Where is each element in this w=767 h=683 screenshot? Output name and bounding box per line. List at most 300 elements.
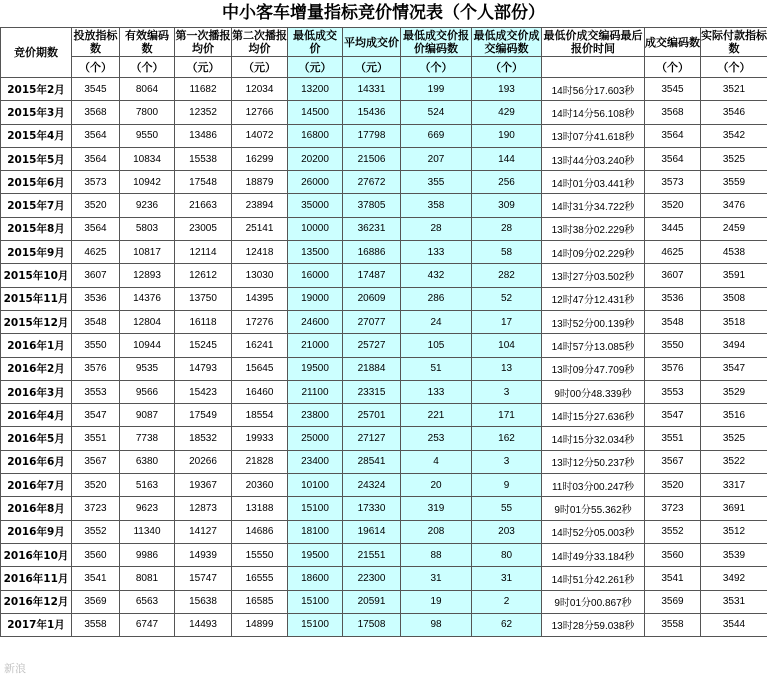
cell-period: 2017年1月 — [1, 613, 72, 636]
unit-lowest-price-deal-codes: （个） — [472, 57, 542, 78]
cell-quota-count: 3536 — [72, 287, 120, 310]
cell-quota-count: 3550 — [72, 334, 120, 357]
cell-deal-codes: 3607 — [645, 264, 701, 287]
cell-average-price: 15436 — [343, 101, 401, 124]
cell-second-broadcast-avg: 15645 — [232, 357, 288, 380]
cell-valid-codes: 5163 — [120, 474, 175, 497]
header-valid-codes: 有效编码数 — [120, 28, 175, 57]
cell-quota-count: 3564 — [72, 124, 120, 147]
cell-lowest-price-deal-codes: 171 — [472, 404, 542, 427]
cell-deal-codes: 3550 — [645, 334, 701, 357]
header-first-broadcast-avg: 第一次播报均价 — [175, 29, 231, 55]
cell-quota-count: 3541 — [72, 567, 120, 590]
cell-lowest-price-bid-codes: 28 — [401, 217, 472, 240]
cell-period: 2016年9月 — [1, 520, 72, 543]
cell-paid-quota-count: 3476 — [701, 194, 767, 217]
table-row — [1, 357, 767, 380]
cell-lowest-price-bid-codes: 524 — [401, 101, 472, 124]
header-average-price: 平均成交价 — [343, 28, 401, 57]
cell-valid-codes: 6380 — [120, 450, 175, 473]
cell-valid-codes: 9623 — [120, 497, 175, 520]
cell-paid-quota-count: 3531 — [701, 590, 767, 613]
cell-period: 2015年12月 — [1, 310, 72, 333]
cell-second-broadcast-avg: 13188 — [232, 497, 288, 520]
cell-lowest-price-deal-codes: 55 — [472, 497, 542, 520]
table-row — [1, 310, 767, 333]
cell-quota-count: 3553 — [72, 380, 120, 403]
cell-period: 2016年4月 — [1, 404, 72, 427]
cell-lowest-price-bid-codes: 133 — [401, 380, 472, 403]
cell-last-bid-time: 14时15分32.034秒 — [542, 427, 645, 450]
cell-average-price: 14331 — [343, 78, 401, 101]
cell-lowest-price-bid-codes: 51 — [401, 357, 472, 380]
header-quota-count: 投放指标数 — [73, 29, 118, 55]
cell-first-broadcast-avg: 13486 — [175, 124, 232, 147]
cell-period: 2016年1月 — [1, 334, 72, 357]
cell-valid-codes: 10834 — [120, 147, 175, 170]
cell-last-bid-time: 13时12分50.237秒 — [542, 450, 645, 473]
table-row — [1, 334, 767, 357]
cell-lowest-price-deal-codes: 52 — [472, 287, 542, 310]
cell-average-price: 21551 — [343, 543, 401, 566]
cell-first-broadcast-avg: 15638 — [175, 590, 232, 613]
cell-quota-count: 3552 — [72, 520, 120, 543]
cell-lowest-price-deal-codes: 3 — [472, 380, 542, 403]
cell-deal-codes: 3536 — [645, 287, 701, 310]
cell-lowest-price-deal-codes: 13 — [472, 357, 542, 380]
cell-paid-quota-count: 3512 — [701, 520, 767, 543]
cell-paid-quota-count: 3521 — [701, 78, 767, 101]
cell-last-bid-time: 14时51分42.261秒 — [542, 567, 645, 590]
cell-average-price: 37805 — [343, 194, 401, 217]
cell-lowest-price: 25000 — [288, 427, 343, 450]
unit-deal-codes: （个） — [645, 57, 701, 78]
cell-paid-quota-count: 3539 — [701, 543, 767, 566]
cell-deal-codes: 3541 — [645, 567, 701, 590]
cell-average-price: 20609 — [343, 287, 401, 310]
header-row-units — [1, 57, 767, 78]
header-second-broadcast-avg: 第二次播报均价 — [232, 29, 287, 55]
cell-average-price: 21884 — [343, 357, 401, 380]
cell-quota-count: 3548 — [72, 310, 120, 333]
cell-lowest-price: 35000 — [288, 194, 343, 217]
cell-lowest-price-deal-codes: 144 — [472, 147, 542, 170]
cell-period: 2016年6月 — [1, 450, 72, 473]
cell-paid-quota-count: 3525 — [701, 147, 767, 170]
header-paid-quota-count: 实际付款指标数 — [701, 29, 767, 55]
table-row — [1, 404, 767, 427]
cell-quota-count: 3551 — [72, 427, 120, 450]
cell-quota-count: 3520 — [72, 194, 120, 217]
cell-paid-quota-count: 3591 — [701, 264, 767, 287]
cell-period: 2015年7月 — [1, 194, 72, 217]
cell-period: 2015年8月 — [1, 217, 72, 240]
cell-lowest-price-bid-codes: 669 — [401, 124, 472, 147]
cell-average-price: 27127 — [343, 427, 401, 450]
cell-quota-count: 3558 — [72, 613, 120, 636]
cell-last-bid-time: 14时15分27.636秒 — [542, 404, 645, 427]
cell-deal-codes: 3573 — [645, 171, 701, 194]
cell-lowest-price-bid-codes: 358 — [401, 194, 472, 217]
cell-quota-count: 4625 — [72, 241, 120, 264]
table-row — [1, 474, 767, 497]
cell-lowest-price-bid-codes: 105 — [401, 334, 472, 357]
cell-average-price: 17508 — [343, 613, 401, 636]
cell-lowest-price-bid-codes: 133 — [401, 241, 472, 264]
cell-valid-codes: 12893 — [120, 264, 175, 287]
cell-quota-count: 3545 — [72, 78, 120, 101]
cell-valid-codes: 9236 — [120, 194, 175, 217]
cell-average-price: 17487 — [343, 264, 401, 287]
cell-first-broadcast-avg: 14793 — [175, 357, 232, 380]
cell-second-broadcast-avg: 18554 — [232, 404, 288, 427]
unit-lowest-price-bid-codes: （个） — [401, 57, 472, 78]
cell-valid-codes: 11340 — [120, 520, 175, 543]
cell-lowest-price-bid-codes: 253 — [401, 427, 472, 450]
cell-quota-count: 3607 — [72, 264, 120, 287]
cell-last-bid-time: 14时49分33.184秒 — [542, 543, 645, 566]
cell-deal-codes: 3568 — [645, 101, 701, 124]
unit-last-bid-time — [542, 57, 645, 78]
cell-second-broadcast-avg: 15550 — [232, 543, 288, 566]
cell-period: 2016年8月 — [1, 497, 72, 520]
cell-lowest-price-bid-codes: 221 — [401, 404, 472, 427]
cell-lowest-price: 16000 — [288, 264, 343, 287]
cell-lowest-price: 24600 — [288, 310, 343, 333]
cell-period: 2015年2月 — [1, 78, 72, 101]
cell-first-broadcast-avg: 17549 — [175, 404, 232, 427]
cell-last-bid-time: 9时01分00.867秒 — [542, 590, 645, 613]
unit-paid-quota-count: （个） — [701, 57, 767, 78]
cell-quota-count: 3560 — [72, 543, 120, 566]
cell-valid-codes: 14376 — [120, 287, 175, 310]
cell-second-broadcast-avg: 17276 — [232, 310, 288, 333]
cell-paid-quota-count: 3544 — [701, 613, 767, 636]
cell-lowest-price-bid-codes: 319 — [401, 497, 472, 520]
cell-average-price: 22300 — [343, 567, 401, 590]
cell-deal-codes: 3520 — [645, 194, 701, 217]
cell-last-bid-time: 9时00分48.339秒 — [542, 380, 645, 403]
cell-last-bid-time: 14时01分03.441秒 — [542, 171, 645, 194]
cell-first-broadcast-avg: 11682 — [175, 78, 232, 101]
cell-lowest-price-bid-codes: 98 — [401, 613, 472, 636]
cell-first-broadcast-avg: 16118 — [175, 310, 232, 333]
cell-average-price: 19614 — [343, 520, 401, 543]
table-row — [1, 241, 767, 264]
cell-valid-codes: 8081 — [120, 567, 175, 590]
cell-average-price: 17798 — [343, 124, 401, 147]
cell-valid-codes: 9986 — [120, 543, 175, 566]
cell-lowest-price-deal-codes: 104 — [472, 334, 542, 357]
cell-last-bid-time: 14时14分56.108秒 — [542, 101, 645, 124]
cell-first-broadcast-avg: 12873 — [175, 497, 232, 520]
cell-average-price: 25727 — [343, 334, 401, 357]
cell-first-broadcast-avg: 15423 — [175, 380, 232, 403]
cell-deal-codes: 3547 — [645, 404, 701, 427]
cell-period: 2016年12月 — [1, 590, 72, 613]
cell-lowest-price-bid-codes: 88 — [401, 543, 472, 566]
cell-lowest-price: 26000 — [288, 171, 343, 194]
cell-average-price: 20591 — [343, 590, 401, 613]
cell-lowest-price-bid-codes: 208 — [401, 520, 472, 543]
unit-second-broadcast-avg: （元） — [232, 57, 288, 78]
cell-last-bid-time: 14时56分17.603秒 — [542, 78, 645, 101]
cell-paid-quota-count: 3547 — [701, 357, 767, 380]
watermark-text: 新浪 — [4, 662, 26, 675]
cell-first-broadcast-avg: 20266 — [175, 450, 232, 473]
cell-last-bid-time: 9时01分55.362秒 — [542, 497, 645, 520]
cell-lowest-price-bid-codes: 199 — [401, 78, 472, 101]
table-row — [1, 194, 767, 217]
cell-second-broadcast-avg: 16460 — [232, 380, 288, 403]
cell-average-price: 21506 — [343, 147, 401, 170]
header-deal-codes: 成交编码数 — [645, 28, 701, 57]
cell-first-broadcast-avg: 13750 — [175, 287, 232, 310]
cell-first-broadcast-avg: 12114 — [175, 241, 232, 264]
table-row — [1, 520, 767, 543]
cell-first-broadcast-avg: 21663 — [175, 194, 232, 217]
cell-paid-quota-count: 3522 — [701, 450, 767, 473]
cell-last-bid-time: 14时57分13.085秒 — [542, 334, 645, 357]
cell-quota-count: 3564 — [72, 147, 120, 170]
cell-lowest-price-deal-codes: 2 — [472, 590, 542, 613]
cell-valid-codes: 6747 — [120, 613, 175, 636]
cell-deal-codes: 3560 — [645, 543, 701, 566]
cell-lowest-price-deal-codes: 9 — [472, 474, 542, 497]
cell-second-broadcast-avg: 14072 — [232, 124, 288, 147]
cell-period: 2015年11月 — [1, 287, 72, 310]
cell-second-broadcast-avg: 12766 — [232, 101, 288, 124]
cell-deal-codes: 3545 — [645, 78, 701, 101]
cell-paid-quota-count: 3542 — [701, 124, 767, 147]
cell-lowest-price-deal-codes: 256 — [472, 171, 542, 194]
table-row — [1, 543, 767, 566]
cell-paid-quota-count: 3529 — [701, 380, 767, 403]
cell-paid-quota-count: 3508 — [701, 287, 767, 310]
cell-period: 2016年5月 — [1, 427, 72, 450]
header-lowest-price-bid-codes: 最低成交价报价编码数 — [401, 28, 472, 57]
cell-first-broadcast-avg: 12612 — [175, 264, 232, 287]
cell-paid-quota-count: 3525 — [701, 427, 767, 450]
cell-second-broadcast-avg: 25141 — [232, 217, 288, 240]
cell-lowest-price-bid-codes: 207 — [401, 147, 472, 170]
cell-lowest-price: 13500 — [288, 241, 343, 264]
cell-first-broadcast-avg: 17548 — [175, 171, 232, 194]
cell-period: 2015年4月 — [1, 124, 72, 147]
cell-lowest-price: 23400 — [288, 450, 343, 473]
table-row — [1, 567, 767, 590]
cell-lowest-price: 16800 — [288, 124, 343, 147]
table-row — [1, 497, 767, 520]
cell-deal-codes: 3567 — [645, 450, 701, 473]
cell-valid-codes: 10942 — [120, 171, 175, 194]
cell-first-broadcast-avg: 15245 — [175, 334, 232, 357]
cell-lowest-price-deal-codes: 62 — [472, 613, 542, 636]
cell-last-bid-time: 12时47分12.431秒 — [542, 287, 645, 310]
cell-second-broadcast-avg: 16241 — [232, 334, 288, 357]
cell-second-broadcast-avg: 20360 — [232, 474, 288, 497]
cell-lowest-price-deal-codes: 31 — [472, 567, 542, 590]
cell-lowest-price: 10000 — [288, 217, 343, 240]
cell-deal-codes: 3564 — [645, 124, 701, 147]
cell-quota-count: 3547 — [72, 404, 120, 427]
cell-quota-count: 3567 — [72, 450, 120, 473]
cell-lowest-price: 21100 — [288, 380, 343, 403]
cell-quota-count: 3564 — [72, 217, 120, 240]
table-body — [1, 78, 767, 637]
cell-deal-codes: 3548 — [645, 310, 701, 333]
cell-second-broadcast-avg: 23894 — [232, 194, 288, 217]
header-lowest-price: 最低成交价 — [288, 28, 343, 57]
cell-second-broadcast-avg: 14899 — [232, 613, 288, 636]
cell-average-price: 25701 — [343, 404, 401, 427]
cell-first-broadcast-avg: 23005 — [175, 217, 232, 240]
cell-second-broadcast-avg: 21828 — [232, 450, 288, 473]
cell-quota-count: 3573 — [72, 171, 120, 194]
cell-second-broadcast-avg: 12418 — [232, 241, 288, 264]
cell-paid-quota-count: 4538 — [701, 241, 767, 264]
cell-valid-codes: 10944 — [120, 334, 175, 357]
cell-lowest-price: 18100 — [288, 520, 343, 543]
cell-lowest-price: 14500 — [288, 101, 343, 124]
cell-valid-codes: 7738 — [120, 427, 175, 450]
cell-last-bid-time: 13时28分59.038秒 — [542, 613, 645, 636]
cell-deal-codes: 4625 — [645, 241, 701, 264]
cell-valid-codes: 6563 — [120, 590, 175, 613]
cell-last-bid-time: 13时27分03.502秒 — [542, 264, 645, 287]
table-row — [1, 101, 767, 124]
cell-last-bid-time: 13时07分41.618秒 — [542, 124, 645, 147]
cell-valid-codes: 7800 — [120, 101, 175, 124]
cell-valid-codes: 9087 — [120, 404, 175, 427]
cell-second-broadcast-avg: 16585 — [232, 590, 288, 613]
cell-lowest-price: 20200 — [288, 147, 343, 170]
cell-paid-quota-count: 3492 — [701, 567, 767, 590]
cell-lowest-price-deal-codes: 282 — [472, 264, 542, 287]
cell-average-price: 36231 — [343, 217, 401, 240]
cell-quota-count: 3520 — [72, 474, 120, 497]
table-row — [1, 450, 767, 473]
cell-paid-quota-count: 3494 — [701, 334, 767, 357]
cell-quota-count: 3576 — [72, 357, 120, 380]
cell-lowest-price-bid-codes: 24 — [401, 310, 472, 333]
table-title: 中小客车增量指标竞价情况表（个人部份） — [222, 3, 545, 23]
cell-lowest-price-bid-codes: 355 — [401, 171, 472, 194]
cell-lowest-price-deal-codes: 193 — [472, 78, 542, 101]
table-row — [1, 171, 767, 194]
cell-lowest-price: 21000 — [288, 334, 343, 357]
cell-period: 2015年6月 — [1, 171, 72, 194]
cell-second-broadcast-avg: 16299 — [232, 147, 288, 170]
cell-valid-codes: 9535 — [120, 357, 175, 380]
cell-period: 2016年11月 — [1, 567, 72, 590]
bidding-table — [0, 27, 767, 637]
cell-period: 2015年5月 — [1, 147, 72, 170]
cell-lowest-price-bid-codes: 19 — [401, 590, 472, 613]
cell-average-price: 24324 — [343, 474, 401, 497]
table-row — [1, 264, 767, 287]
cell-quota-count: 3569 — [72, 590, 120, 613]
cell-last-bid-time: 14时31分34.722秒 — [542, 194, 645, 217]
cell-first-broadcast-avg: 14127 — [175, 520, 232, 543]
cell-lowest-price-deal-codes: 309 — [472, 194, 542, 217]
table-row — [1, 590, 767, 613]
table-row — [1, 78, 767, 101]
cell-average-price: 28541 — [343, 450, 401, 473]
cell-period: 2016年10月 — [1, 543, 72, 566]
cell-first-broadcast-avg: 18532 — [175, 427, 232, 450]
cell-period: 2016年3月 — [1, 380, 72, 403]
cell-last-bid-time: 14时09分02.229秒 — [542, 241, 645, 264]
cell-last-bid-time: 13时09分47.709秒 — [542, 357, 645, 380]
cell-deal-codes: 3552 — [645, 520, 701, 543]
cell-lowest-price-deal-codes: 162 — [472, 427, 542, 450]
cell-last-bid-time: 13时44分03.240秒 — [542, 147, 645, 170]
cell-last-bid-time: 14时52分05.003秒 — [542, 520, 645, 543]
unit-lowest-price: （元） — [288, 57, 343, 78]
cell-lowest-price-deal-codes: 58 — [472, 241, 542, 264]
cell-period: 2016年2月 — [1, 357, 72, 380]
cell-lowest-price-bid-codes: 432 — [401, 264, 472, 287]
cell-last-bid-time: 11时03分00.247秒 — [542, 474, 645, 497]
cell-deal-codes: 3553 — [645, 380, 701, 403]
table-row — [1, 613, 767, 636]
cell-lowest-price-bid-codes: 4 — [401, 450, 472, 473]
cell-deal-codes: 3569 — [645, 590, 701, 613]
cell-valid-codes: 5803 — [120, 217, 175, 240]
cell-average-price: 23315 — [343, 380, 401, 403]
cell-second-broadcast-avg: 19933 — [232, 427, 288, 450]
cell-paid-quota-count: 2459 — [701, 217, 767, 240]
cell-lowest-price: 19500 — [288, 543, 343, 566]
cell-deal-codes: 3558 — [645, 613, 701, 636]
cell-lowest-price-deal-codes: 28 — [472, 217, 542, 240]
cell-second-broadcast-avg: 14395 — [232, 287, 288, 310]
table-row — [1, 147, 767, 170]
unit-average-price: （元） — [343, 57, 401, 78]
cell-second-broadcast-avg: 16555 — [232, 567, 288, 590]
cell-deal-codes: 3723 — [645, 497, 701, 520]
cell-second-broadcast-avg: 12034 — [232, 78, 288, 101]
cell-lowest-price-deal-codes: 3 — [472, 450, 542, 473]
cell-lowest-price: 15100 — [288, 497, 343, 520]
cell-first-broadcast-avg: 14493 — [175, 613, 232, 636]
cell-quota-count: 3723 — [72, 497, 120, 520]
table-row — [1, 124, 767, 147]
cell-quota-count: 3568 — [72, 101, 120, 124]
cell-lowest-price: 18600 — [288, 567, 343, 590]
cell-last-bid-time: 13时38分02.229秒 — [542, 217, 645, 240]
cell-period: 2015年3月 — [1, 101, 72, 124]
table-row — [1, 427, 767, 450]
cell-first-broadcast-avg: 15538 — [175, 147, 232, 170]
cell-deal-codes: 3445 — [645, 217, 701, 240]
cell-first-broadcast-avg: 19367 — [175, 474, 232, 497]
header-lowest-price-deal-codes: 最低成交价成交编码数 — [473, 29, 540, 55]
cell-average-price: 27672 — [343, 171, 401, 194]
cell-second-broadcast-avg: 14686 — [232, 520, 288, 543]
cell-last-bid-time: 13时52分00.139秒 — [542, 310, 645, 333]
cell-average-price: 17330 — [343, 497, 401, 520]
cell-deal-codes: 3520 — [645, 474, 701, 497]
cell-deal-codes: 3564 — [645, 147, 701, 170]
cell-paid-quota-count: 3518 — [701, 310, 767, 333]
cell-paid-quota-count: 3317 — [701, 474, 767, 497]
cell-lowest-price: 19000 — [288, 287, 343, 310]
cell-valid-codes: 9566 — [120, 380, 175, 403]
cell-lowest-price: 10100 — [288, 474, 343, 497]
cell-period: 2016年7月 — [1, 474, 72, 497]
